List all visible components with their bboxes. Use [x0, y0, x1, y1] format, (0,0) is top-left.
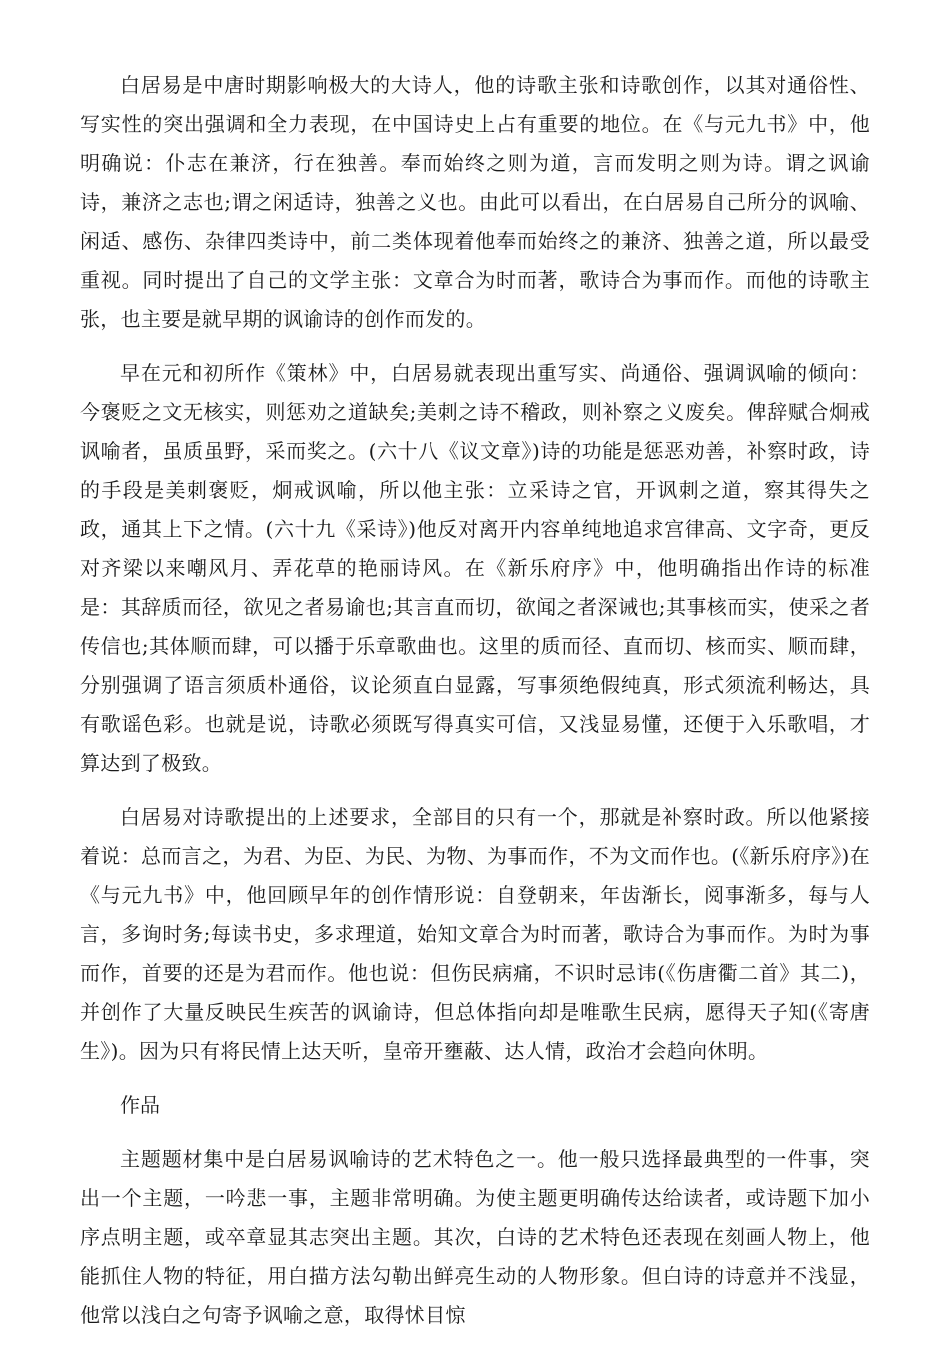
- paragraph-3: 白居易对诗歌提出的上述要求，全部目的只有一个，那就是补察时政。所以他紧接着说：总而言之，为君、为臣、为民、为物、为事而作，不为文而作也。(《新乐府序》)在《与元九书》中，他回顾早年的创作情形说：自登朝来，年齿渐长，阅事渐多，每与人言，多询时务;每读书史，多求理道，始知文章合为时而著，歌诗合为事而作。为时为事而作，首要的还是为君而作。他也说：但伤民病痛，不识时忌讳(《伤唐衢二首》其二)，并创作了大量反映民生疾苦的讽谕诗，但总体指向却是唯歌生民病，愿得天子知(《寄唐生》)。因为只有将民情上达天听，皇帝开壅蔽、达人情，政治才会趋向休明。: [80, 805, 870, 1063]
- paragraph-2: 早在元和初所作《策林》中，白居易就表现出重写实、尚通俗、强调讽喻的倾向：今褒贬之文无核实，则惩劝之道缺矣;美刺之诗不稽政，则补察之义废矣。俾辞赋合炯戒讽喻者，虽质虽野，采而奖之。(六十八《议文章》)诗的功能是惩恶劝善，补察时政，诗的手段是美刺褒贬，炯戒讽喻，所以他主张：立采诗之官，开讽刺之道，察其得失之政，通其上下之情。(六十九《采诗》)他反对离开内容单纯地追求宫律高、文字奇，更反对齐梁以来嘲风月、弄花草的艳丽诗风。在《新乐府序》中，他明确指出作诗的标准是：其辞质而径，欲见之者易谕也;其言直而切，欲闻之者深诫也;其事核而实，使采之者传信也;其体顺而肆，可以播于乐章歌曲也。这里的质而径、直而切、核而实、顺而肆，分别强调了语言须质朴通俗，议论须直白显露，写事须绝假纯真，形式须流利畅达，具有歌谣色彩。也就是说，诗歌必须既写得真实可信，又浅显易懂，还便于入乐歌唱，才算达到了极致。: [80, 361, 870, 775]
- document-page: [80, 66, 870, 1350]
- paragraph-1: 白居易是中唐时期影响极大的大诗人，他的诗歌主张和诗歌创作，以其对通俗性、写实性的突出强调和全力表现，在中国诗史上占有重要的地位。在《与元九书》中，他明确说：仆志在兼济，行在独善。奉而始终之则为道，言而发明之则为诗。谓之讽谕诗，兼济之志也;谓之闲适诗，独善之义也。由此可以看出，在白居易自己所分的讽喻、闲适、感伤、杂律四类诗中，前二类体现着他奉而始终之的兼济、独善之道，所以最受重视。同时提出了自己的文学主张：文章合为时而著，歌诗合为事而作。而他的诗歌主张，也主要是就早期的讽谕诗的创作而发的。: [80, 73, 870, 331]
- paragraph-4: 主题题材集中是白居易讽喻诗的艺术特色之一。他一般只选择最典型的一件事，突出一个主题，一吟悲一事，主题非常明确。为使主题更明确传达给读者，或诗题下加小序点明主题，或卒章显其志突出主题。其次，白诗的艺术特色还表现在刻画人物上，他能抓住人物的特征，用白描方法勾勒出鲜亮生动的人物形象。但白诗的诗意并不浅显，他常以浅白之句寄予讽喻之意，取得怵目惊: [80, 1147, 870, 1327]
- section-heading: 作品: [120, 1093, 160, 1117]
